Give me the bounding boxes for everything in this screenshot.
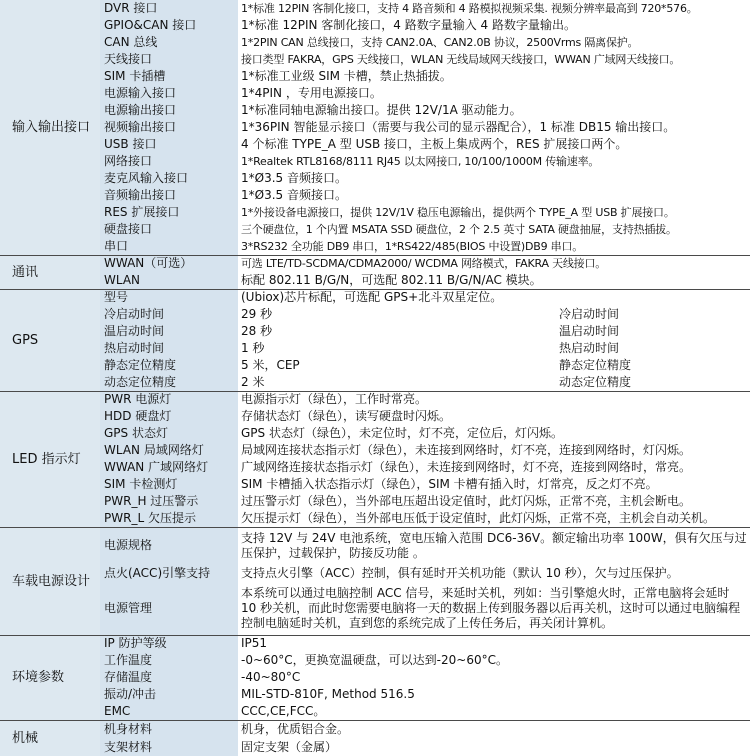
spec-value: 本系统可以通过电脑控制 ACC 信号，来延时关机，列如：当引擎熄火时，正常电脑将会延时 10 秒关机，而此时您需要电脑将一天的数据上传到服务器以后再关机，这时可以通过电脑编程控制电脑延时关机，直到您的系统完成了上传任务后，再关闭计算机。 [241,586,741,631]
section-title: 机械 [0,720,100,756]
spec-value: 过压警示灯（绿色），当外部电压超出设定值时，此灯闪烁，正常不亮，主机会断电。 [241,494,692,508]
spec-label: 硬盘接口 [100,221,238,238]
spec-label: 音频输出接口 [100,187,238,204]
spec-value: 29 秒 [241,307,273,321]
spec-label: 机身材料 [100,720,238,738]
spec-label: PWR_L 欠压提示 [100,510,238,527]
spec-label: 电源输出接口 [100,102,238,119]
spec-value: 2 米 [241,374,265,389]
spec-row [0,136,750,153]
spec-value: 1*标准 12PIN 客制化接口，4 路数字量输入 4 路数字量输出。 [241,18,576,32]
spec-row [0,374,750,391]
spec-label: PWR_H 过压警示 [100,493,238,510]
spec-value: 三个硬盘位，1 个内置 MSATA SSD 硬盘位，2 个 2.5 英寸 SATA 硬盘抽屉，支持热插拔。 [241,223,677,236]
spec-row [0,703,750,720]
spec-row [0,221,750,238]
spec-extra: 热启动时间 [559,341,620,355]
section-title: LED 指示灯 [0,391,100,527]
spec-row [0,34,750,51]
spec-row [0,357,750,374]
spec-value: 28 秒 [241,324,273,338]
spec-label: 串口 [100,238,238,255]
spec-value: 1*Ø3.5 音频接口。 [241,188,347,202]
spec-label: 动态定位精度 [100,374,238,391]
spec-row [0,686,750,703]
spec-label: 视频输出接口 [100,119,238,136]
spec-value: 广域网络连接状态指示灯（绿色），未连接到网络时，灯不亮，连接到网络时，常亮。 [241,460,692,474]
spec-label: 存储温度 [100,669,238,686]
spec-value: 1*标准工业级 SIM 卡槽，禁止热插拔。 [241,69,452,83]
spec-value: 1*标准同轴电源输出接口。提供 12V/1A 驱动能力。 [241,103,522,117]
spec-label: SIM 卡插槽 [100,68,238,85]
spec-row [0,442,750,459]
spec-label: PWR 电源灯 [100,391,238,408]
spec-value: -40~80°C [241,670,301,684]
spec-value: 电源指示灯（绿色），工作时常亮。 [238,391,750,408]
spec-label: 电源管理 [100,583,238,635]
spec-row [0,391,750,408]
section-title: 输入输出接口 [0,0,100,255]
spec-row [0,425,750,442]
spec-label: HDD 硬盘灯 [100,408,238,425]
spec-value: 欠压提示灯（绿色），当外部电压低于设定值时，此灯闪烁，正常不亮，主机会自动关机。 [241,510,716,525]
spec-label: WWAN 广域网络灯 [100,459,238,476]
spec-row [0,272,750,289]
spec-value: 固定支架（金属） [241,739,338,754]
spec-row [0,187,750,204]
section-title: 车载电源设计 [0,527,100,635]
spec-value: 存储状态灯（绿色），读写硬盘时闪烁。 [241,409,452,423]
spec-label: GPIO&CAN 接口 [100,17,238,34]
spec-value: 1 秒 [241,341,265,355]
spec-label: 热启动时间 [100,340,238,357]
spec-label: WLAN [100,272,238,289]
spec-row [0,476,750,493]
spec-value: IP51 [238,635,750,652]
spec-value: 局域网连接状态指示灯（绿色），未连接到网络时，灯不亮，连接到网络时，灯闪烁。 [241,443,692,457]
spec-row [0,51,750,68]
spec-value: 支持 12V 与 24V 电池系统，宽电压输入范围 DC6-36V。额定输出功率 100W，俱有欠压与过压保护，过载保护，防接反功能 。 [238,527,750,564]
section-title: GPS [0,289,100,391]
spec-value: 4 个标准 TYPE_A 型 USB 接口，主板上集成两个，RES 扩展接口两个。 [241,137,628,151]
spec-row [0,204,750,221]
spec-label: WWAN（可选） [100,255,238,272]
spec-row [0,153,750,170]
spec-label: 天线接口 [100,51,238,68]
spec-value: -0~60°C，更换宽温硬盘，可以达到-20~60°C。 [241,653,508,667]
spec-value: 支持点火引擎（ACC）控制，俱有延时开关机功能（默认 10 秒），欠与过压保护。 [241,566,679,580]
spec-label: EMC [100,703,238,720]
spec-row [0,635,750,652]
spec-row [0,119,750,136]
spec-value: 机身，优质铝合金。 [238,720,750,738]
spec-label: 网络接口 [100,153,238,170]
spec-row [0,493,750,510]
spec-label: 冷启动时间 [100,306,238,323]
spec-label: 电源输入接口 [100,85,238,102]
spec-row [0,459,750,476]
spec-label: RES 扩展接口 [100,204,238,221]
section-title: 环境参数 [0,635,100,720]
spec-value: 1*外接设备电源接口，提供 12V/1V 稳压电源输出，提供两个 TYPE_A 型 USB 扩展接口。 [241,206,675,219]
spec-value: 接口类型 FAKRA，GPS 天线接口，WLAN 无线局域网天线接口，WWAN 广域网天线接口。 [241,53,681,66]
spec-label: WLAN 局域网络灯 [100,442,238,459]
spec-label: USB 接口 [100,136,238,153]
spec-row [0,323,750,340]
spec-value: 标配 802.11 B/G/N，可选配 802.11 B/G/N/AC 模块。 [241,272,542,287]
spec-extra: 动态定位精度 [559,374,632,389]
spec-row [0,510,750,527]
spec-label: IP 防护等级 [100,635,238,652]
spec-extra: 温启动时间 [559,324,620,338]
spec-row [0,527,750,564]
spec-label: 麦克风输入接口 [100,170,238,187]
spec-label: 振动/冲击 [100,686,238,703]
spec-extra: 静态定位精度 [559,358,632,372]
spec-row [0,289,750,306]
spec-row [0,652,750,669]
spec-row [0,85,750,102]
spec-row [0,17,750,34]
spec-row [0,102,750,119]
spec-label: 支架材料 [100,738,238,756]
spec-value: 1*Realtek RTL8168/8111 RJ45 以太网接口, 10/100/1000M 传输速率。 [241,155,600,168]
spec-value: GPS 状态灯（绿色），未定位时，灯不亮，定位后，灯闪烁。 [241,426,563,440]
spec-label: 型号 [100,289,238,306]
spec-row [0,408,750,425]
spec-row [0,669,750,686]
spec-value: 1*36PIN 智能显示接口（需要与我公司的显示器配合），1 标准 DB15 输出接口。 [241,120,676,134]
spec-row [0,170,750,187]
spec-row [0,306,750,323]
spec-row [0,340,750,357]
spec-label: CAN 总线 [100,34,238,51]
spec-label: 温启动时间 [100,323,238,340]
spec-value: 1*2PIN CAN 总线接口，支持 CAN2.0A、CAN2.0B 协议，2500Vrms 隔离保护。 [241,36,639,49]
spec-label: 点火(ACC)引擎支持 [100,564,238,583]
spec-value: 可选 LTE/TD-SCDMA/CDMA2000/ WCDMA 网络模式，FAKRA 天线接口。 [238,255,750,272]
spec-value: 1*标准 12PIN 客制化接口，支持 4 路音频和 4 路模拟视频采集. 视频分辨率最高到 720*576。 [241,2,698,15]
spec-value: CCC,CE,FCC。 [241,703,326,718]
spec-value: MIL-STD-810F, Method 516.5 [241,687,415,701]
spec-row [0,738,750,756]
section-title: 通讯 [0,255,100,289]
spec-label: SIM 卡检测灯 [100,476,238,493]
spec-value: (Ubiox)芯片标配，可选配 GPS+北斗双星定位。 [238,289,750,306]
spec-label: 电源规格 [100,527,238,564]
spec-row [0,720,750,738]
spec-row [0,255,750,272]
spec-extra: 冷启动时间 [559,307,620,321]
spec-value: 1*4PIN ，专用电源接口。 [241,86,382,100]
spec-value: SIM 卡槽插入状态指示灯（绿色），SIM 卡槽有插入时，灯常亮，反之灯不亮。 [241,477,658,491]
spec-value: 1*Ø3.5 音频接口。 [241,171,347,185]
spec-row [0,68,750,85]
spec-row [0,238,750,255]
spec-label: GPS 状态灯 [100,425,238,442]
spec-value: 3*RS232 全功能 DB9 串口，1*RS422/485(BIOS 中设置)DB9 串口。 [241,239,584,253]
spec-row [0,564,750,583]
spec-row [0,0,750,17]
spec-value: 5 米，CEP [241,358,300,372]
spec-label: DVR 接口 [100,0,238,17]
spec-label: 静态定位精度 [100,357,238,374]
spec-label: 工作温度 [100,652,238,669]
spec-row [0,583,750,635]
